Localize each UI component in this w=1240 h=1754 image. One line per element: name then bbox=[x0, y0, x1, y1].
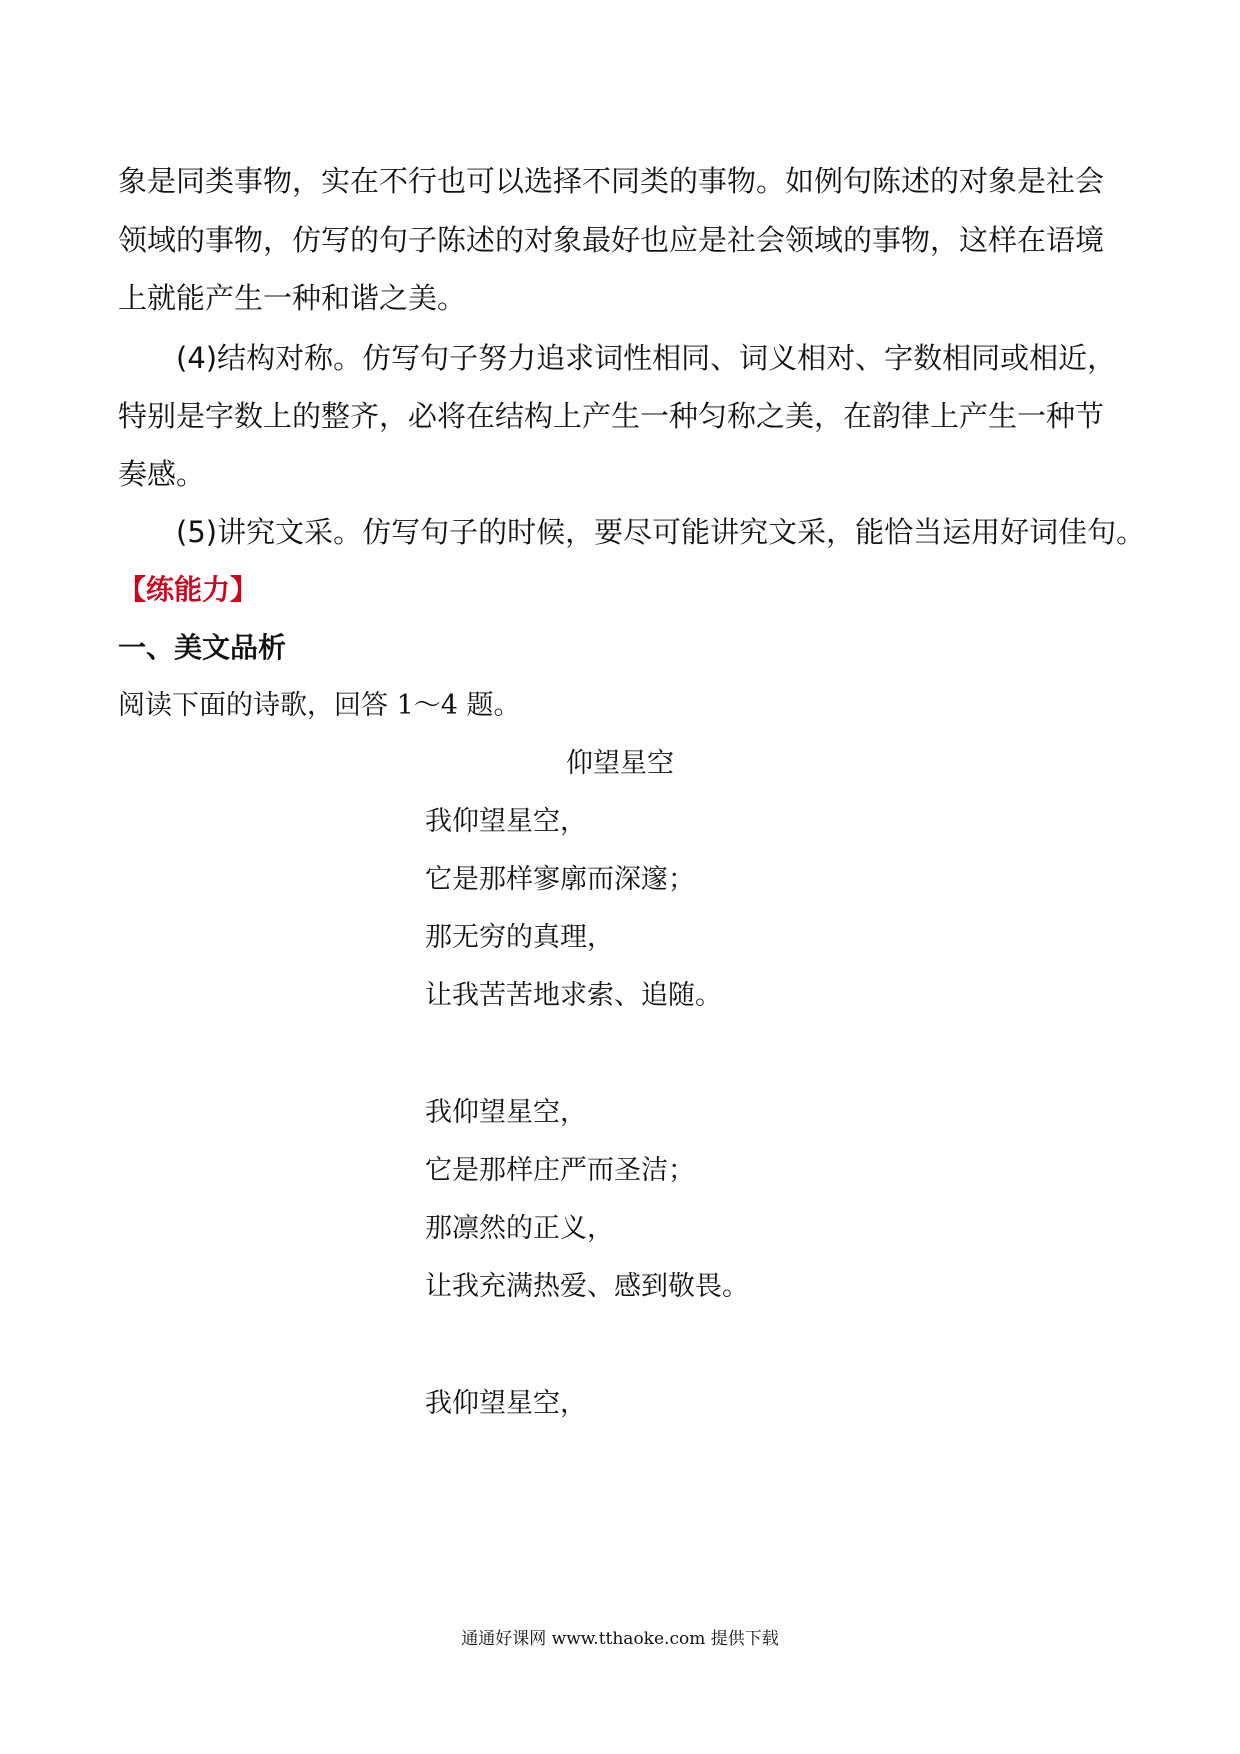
page-footer: 通通好课网 www.tthaoke.com 提供下载 bbox=[461, 1629, 779, 1649]
poem-stanza1-line-3: 那无穷的真理， bbox=[425, 922, 614, 953]
poem-stanza1-line-1: 我仰望星空， bbox=[425, 806, 587, 837]
poem-stanza2-line-2: 它是那样庄严而圣洁； bbox=[425, 1155, 695, 1186]
poem-stanza3-line-1: 我仰望星空， bbox=[425, 1388, 587, 1419]
intro-line-1: 象是同类事物，实在不行也可以选择不同类的事物。如例句陈述的对象是社会 bbox=[118, 164, 1105, 198]
point5-line: (5)讲究文采。仿写句子的时候，要尽可能讲究文采，能恰当运用好词佳句。 bbox=[176, 515, 1146, 549]
poem-stanza1-line-4: 让我苦苦地求索、追随。 bbox=[425, 980, 722, 1011]
poem-stanza2-line-3: 那凛然的正义， bbox=[425, 1213, 614, 1244]
point4-line-3: 奏感。 bbox=[118, 457, 206, 491]
point4-line-1: (4)结构对称。仿写句子努力追求词性相同、词义相对、字数相同或相近， bbox=[176, 341, 1117, 375]
intro-line-3: 上就能产生一种和谐之美。 bbox=[118, 281, 467, 315]
poem-title: 仰望星空 bbox=[566, 748, 674, 779]
intro-line-2: 领域的事物，仿写的句子陈述的对象最好也应是社会领域的事物，这样在语境 bbox=[118, 223, 1105, 257]
practice-heading: 【练能力】 bbox=[118, 573, 259, 606]
section-heading: 一、美文品析 bbox=[118, 631, 287, 664]
poem-stanza2-line-1: 我仰望星空， bbox=[425, 1097, 587, 1128]
poem-stanza1-line-2: 它是那样寥廓而深邃； bbox=[425, 864, 695, 895]
point4-line-2: 特别是字数上的整齐，必将在结构上产生一种匀称之美，在韵律上产生一种节 bbox=[118, 399, 1105, 433]
poem-stanza2-line-4: 让我充满热爱、感到敬畏。 bbox=[425, 1271, 749, 1302]
reading-instruction: 阅读下面的诗歌，回答 1～4 题。 bbox=[118, 690, 521, 721]
